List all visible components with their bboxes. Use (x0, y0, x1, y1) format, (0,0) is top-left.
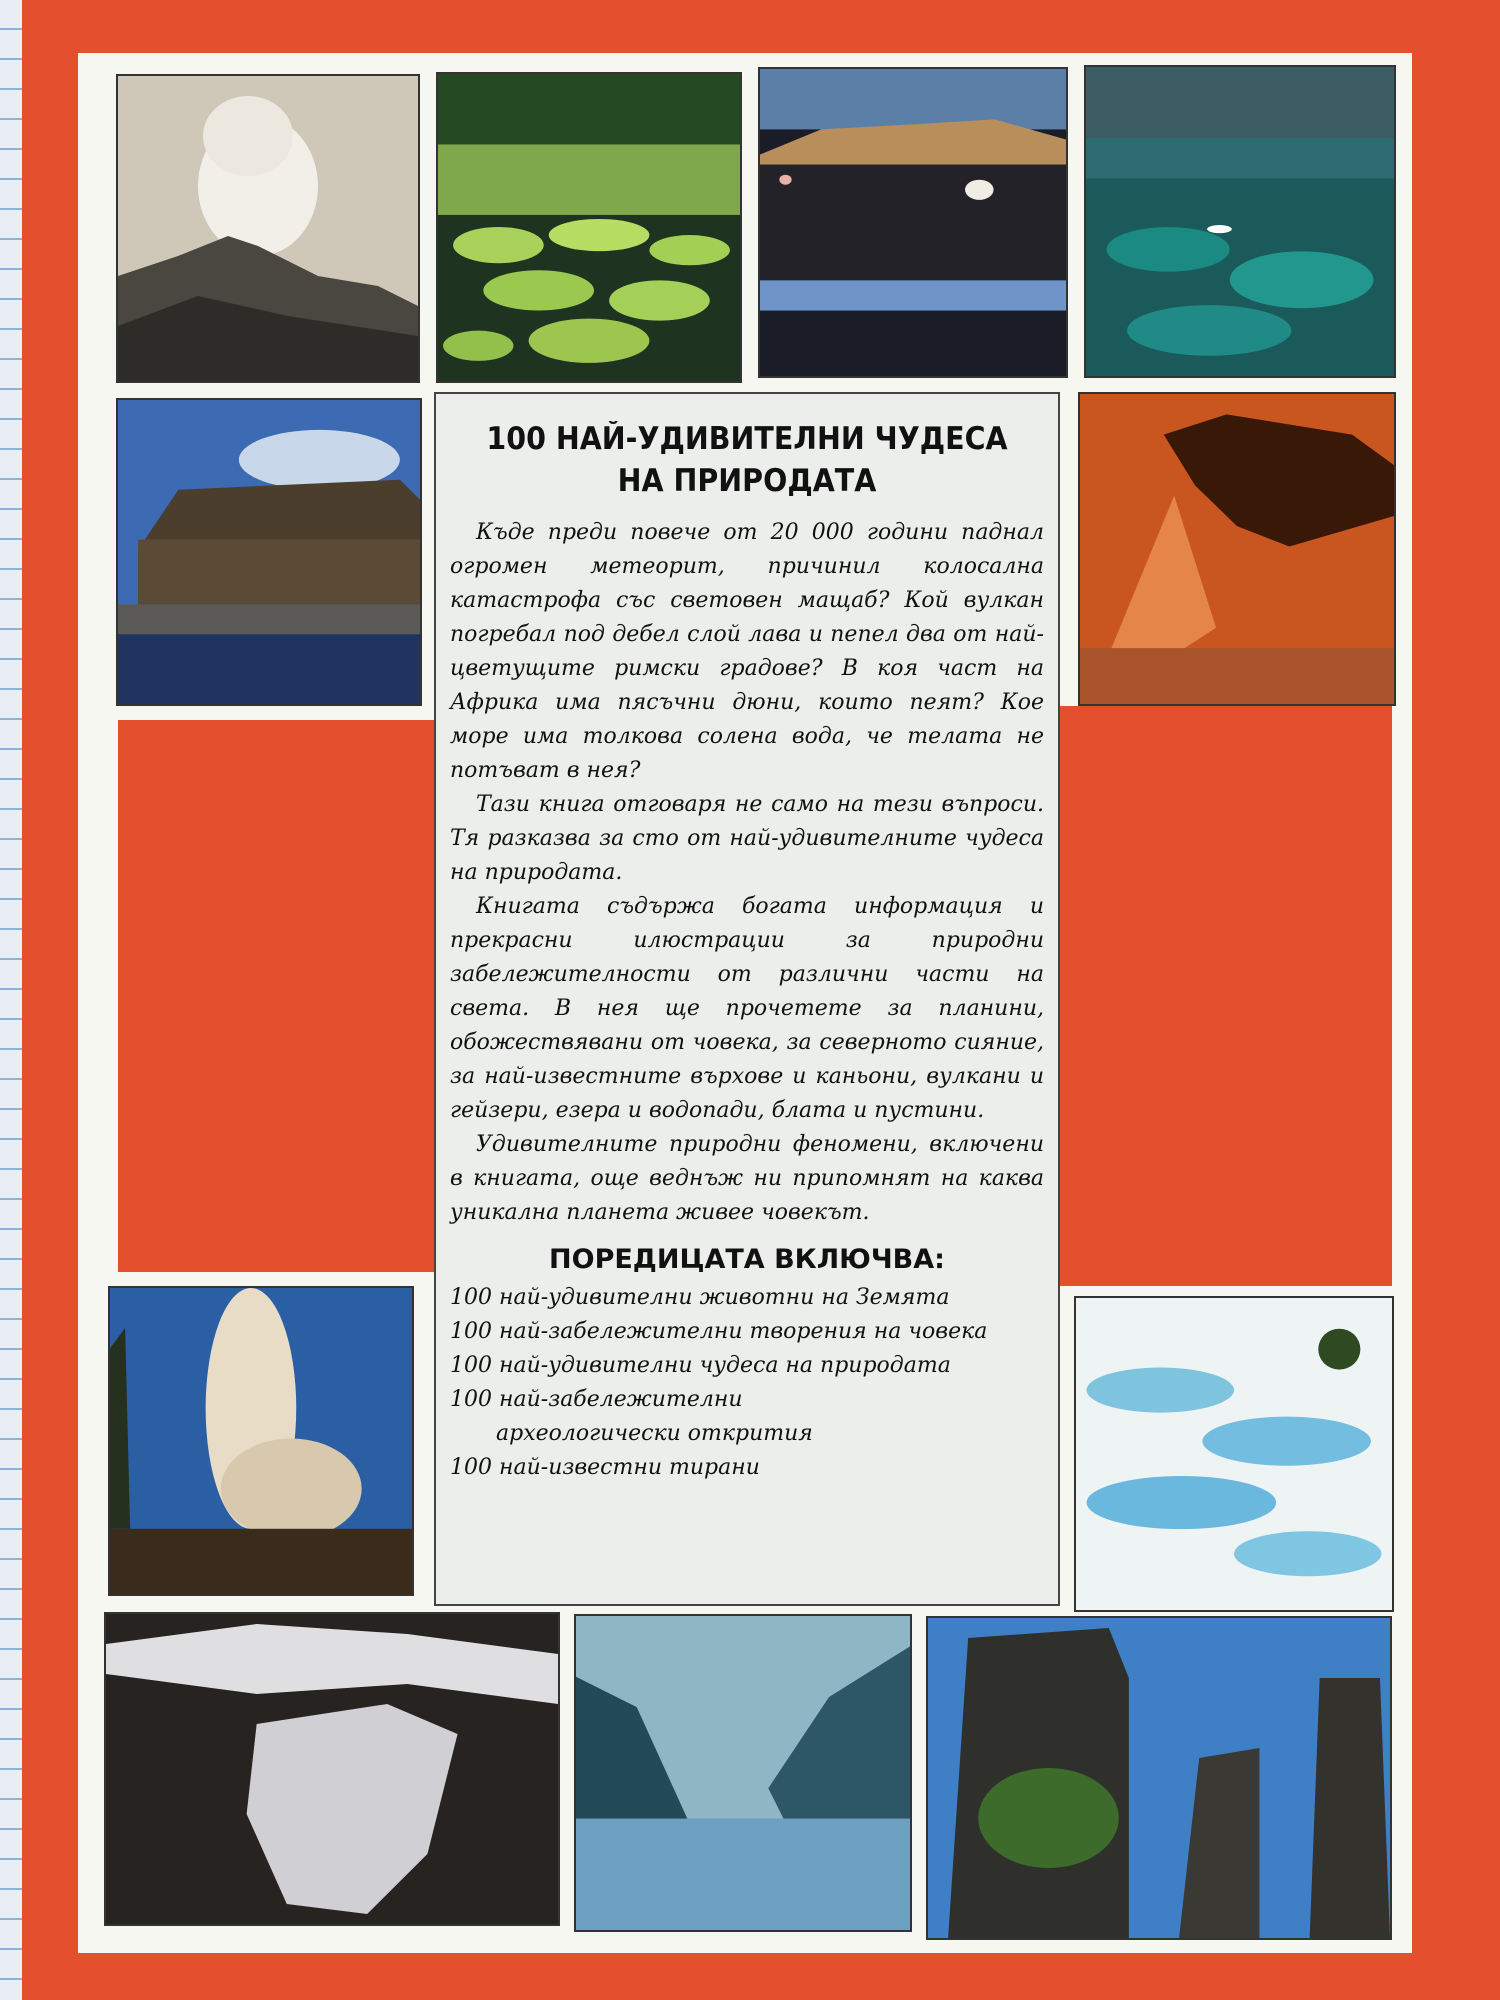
description-paragraph: Удивителните природни феномени, включени в книгата, още веднъж ни припомнят на каква уникална планета живее човекът. (450, 1132, 1044, 1225)
geyser-photo (108, 1286, 414, 1596)
red-panel-left (118, 720, 434, 1272)
basalt-cliff-photo (116, 398, 422, 706)
book-title (474, 418, 1020, 502)
book-title-line2: НА ПРИРОДАТА (617, 463, 877, 499)
desert-canyon-photo (1078, 392, 1396, 706)
series-list-item (450, 1383, 1044, 1451)
red-panel-right (1060, 706, 1392, 1286)
description-panel (434, 392, 1060, 1606)
description-paragraph: Тази книга отговаря не само на тези въпроси. Тя разказва за сто от най-удивителните чудеса на природата. (450, 792, 1044, 885)
reef-photo (1084, 65, 1396, 378)
flamingos-lake-photo (758, 67, 1068, 378)
series-list-item: 100 най-удивителни животни на Земята (450, 1285, 950, 1310)
glacier-photo (104, 1612, 560, 1926)
pamukkale-terraces-photo (1074, 1296, 1394, 1612)
book-title-line1: 100 НАЙ-УДИВИТЕЛНИ ЧУДЕСА (486, 421, 1008, 457)
river-gorge-photo (574, 1614, 912, 1932)
series-list-item-line1: 100 най-забележителни (450, 1387, 743, 1412)
series-list-item: 100 най-удивителни чудеса на природата (450, 1353, 951, 1378)
series-heading: ПОРЕДИЦАТА ВКЛЮЧВА: (549, 1244, 945, 1275)
series-list-item: 100 най-известни тирани (450, 1455, 760, 1480)
stone-forest-photo (926, 1616, 1392, 1940)
water-lilies-photo (436, 72, 742, 383)
series-list-item-line2: археологически открития (496, 1421, 813, 1446)
description-paragraph: Къде преди повече от 20 000 години паднал огромен метеорит, причинил колосална катастрофа със световен мащаб? Кой вулкан погребал под дебел слой лава и пепел два от най-цветущите римски градове? В коя част на Африка има пясъчни дюни, които пеят? Кое море има толкова солена вода, че телата не потъват в нея? (450, 520, 1044, 783)
description-paragraph: Книгата съдържа богата информация и прекрасни илюстрации за природни забележителности от различни части на света. В нея ще прочетете за планини, обожествявани от човека, за северното сияние, за най-известните върхове и каньони, вулкани и гейзери, езера и водопади, блата и пустини. (450, 894, 1044, 1123)
series-list-item: 100 най-забележителни творения на човека (450, 1319, 988, 1344)
volcano-photo (116, 74, 420, 383)
